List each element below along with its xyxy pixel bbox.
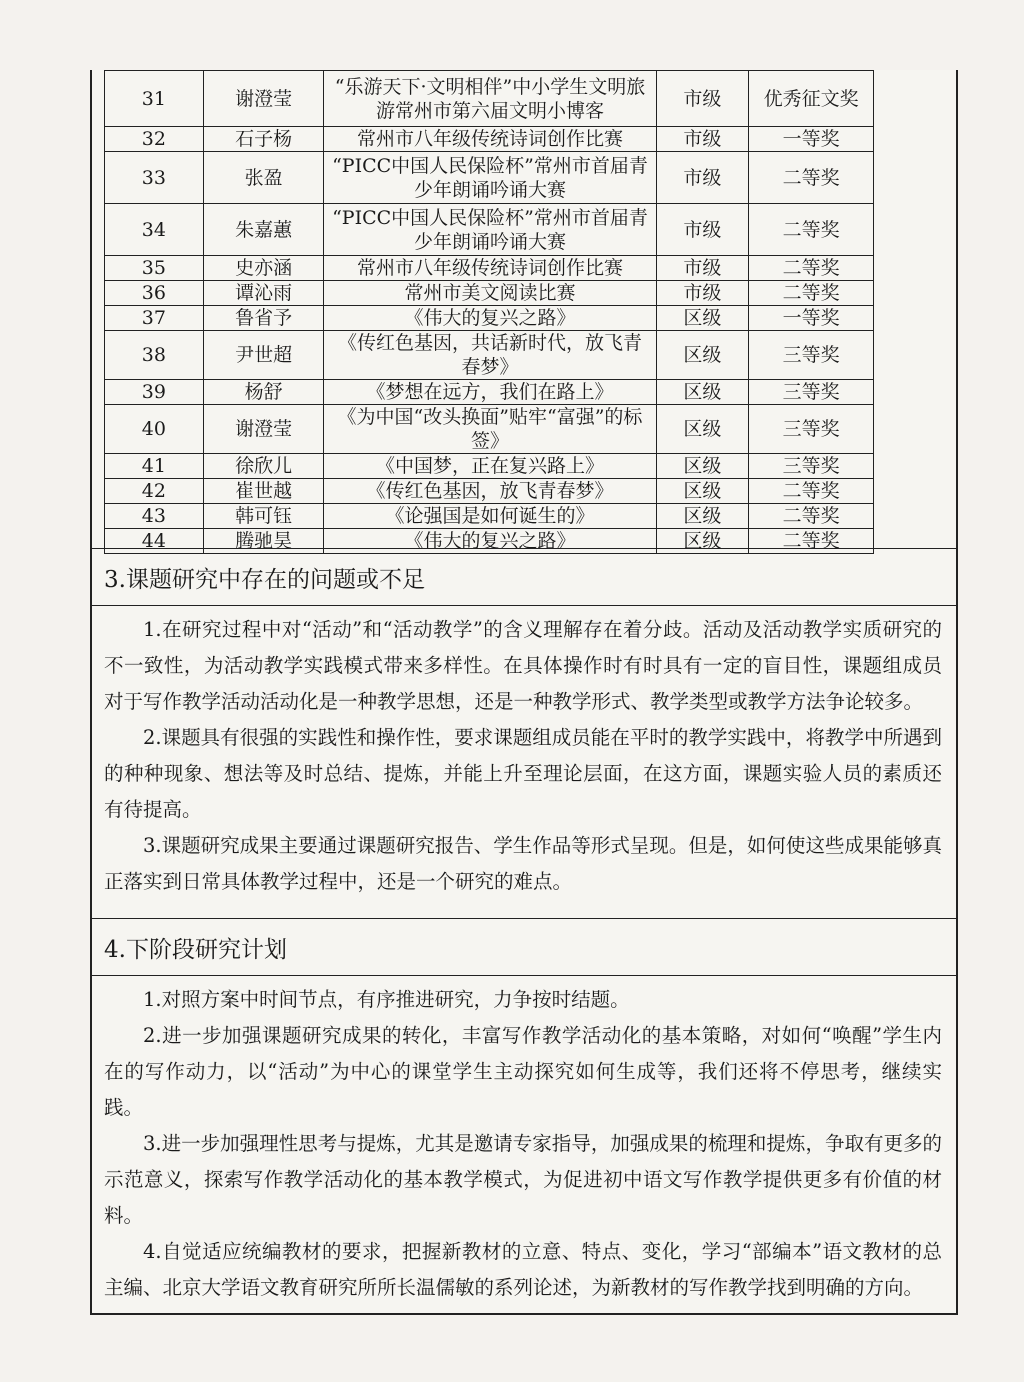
paragraph: 1.在研究过程中对“活动”和“活动教学”的含义理解存在着分歧。活动及活动教学实质研究的不一致性，为活动教学实践模式带来多样性。在具体操作时有时具有一定的盲目性，课题组成员对于写作教学活动活动化是一种教学思想，还是一种教学形式、教学类型或教学方法争论较多。 bbox=[104, 618, 942, 713]
award-number: 41 bbox=[105, 454, 204, 479]
paragraph: 2.课题具有很强的实践性和操作性，要求课题组成员能在平时的教学实践中，将教学中所遇到的种种现象、想法等及时总结、提炼，并能上升至理论层面，在这方面，课题实验人员的素质还有待提高。 bbox=[104, 726, 942, 821]
award-grade: 三等奖 bbox=[749, 380, 874, 405]
section-problems-heading: 3.课题研究中存在的问题或不足 bbox=[92, 548, 956, 606]
award-grade: 一等奖 bbox=[749, 306, 874, 331]
award-row bbox=[105, 281, 874, 306]
award-number: 36 bbox=[105, 281, 204, 306]
award-grade: 优秀征文奖 bbox=[749, 71, 874, 127]
award-grade: 二等奖 bbox=[749, 529, 874, 554]
award-number: 38 bbox=[105, 331, 204, 380]
award-level: 市级 bbox=[656, 256, 749, 281]
award-number: 35 bbox=[105, 256, 204, 281]
section-problems-body bbox=[92, 606, 956, 904]
competition-title: 《中国梦，正在复兴路上》 bbox=[324, 454, 656, 479]
competition-title: 常州市八年级传统诗词创作比赛 bbox=[324, 256, 656, 281]
student-name: 谢澄莹 bbox=[203, 71, 324, 127]
student-name: 崔世越 bbox=[203, 479, 324, 504]
section-next-plan bbox=[92, 918, 956, 1310]
competition-title: 《传红色基因，共话新时代，放飞青春梦》 bbox=[324, 331, 656, 380]
competition-title: “乐游天下·文明相伴”中小学生文明旅游常州市第六届文明小博客 bbox=[324, 71, 656, 127]
award-number: 31 bbox=[105, 71, 204, 127]
competition-title: 《论强国是如何诞生的》 bbox=[324, 504, 656, 529]
award-grade: 二等奖 bbox=[749, 504, 874, 529]
competition-title: “PICC中国人民保险杯”常州市首届青少年朗诵吟诵大赛 bbox=[324, 152, 656, 204]
award-number: 39 bbox=[105, 380, 204, 405]
student-name: 史亦涵 bbox=[203, 256, 324, 281]
student-name: 韩可钰 bbox=[203, 504, 324, 529]
award-number: 43 bbox=[105, 504, 204, 529]
student-name: 朱嘉蕙 bbox=[203, 204, 324, 256]
award-level: 市级 bbox=[656, 204, 749, 256]
student-name: 腾驰昊 bbox=[203, 529, 324, 554]
award-row bbox=[105, 71, 874, 127]
student-name: 尹世超 bbox=[203, 331, 324, 380]
competition-title: 《梦想在远方，我们在路上》 bbox=[324, 380, 656, 405]
award-grade: 三等奖 bbox=[749, 405, 874, 454]
award-level: 区级 bbox=[656, 529, 749, 554]
award-grade: 二等奖 bbox=[749, 204, 874, 256]
award-row bbox=[105, 380, 874, 405]
paragraph: 3.课题研究成果主要通过课题研究报告、学生作品等形式呈现。但是，如何使这些成果能够真正落实到日常具体教学过程中，还是一个研究的难点。 bbox=[104, 834, 942, 893]
award-row bbox=[105, 454, 874, 479]
award-level: 区级 bbox=[656, 504, 749, 529]
student-name: 徐欣儿 bbox=[203, 454, 324, 479]
award-row bbox=[105, 504, 874, 529]
student-name: 谢澄莹 bbox=[203, 405, 324, 454]
paragraph: 1.对照方案中时间节点，有序推进研究，力争按时结题。 bbox=[143, 988, 630, 1011]
competition-title: “PICC中国人民保险杯”常州市首届青少年朗诵吟诵大赛 bbox=[324, 204, 656, 256]
competition-title: 常州市八年级传统诗词创作比赛 bbox=[324, 127, 656, 152]
award-number: 32 bbox=[105, 127, 204, 152]
award-grade: 一等奖 bbox=[749, 127, 874, 152]
award-level: 区级 bbox=[656, 331, 749, 380]
award-level: 区级 bbox=[656, 479, 749, 504]
student-name: 杨舒 bbox=[203, 380, 324, 405]
award-level: 市级 bbox=[656, 281, 749, 306]
section-problems bbox=[92, 548, 956, 904]
award-row bbox=[105, 152, 874, 204]
award-number: 40 bbox=[105, 405, 204, 454]
section-next-plan-heading: 4.下阶段研究计划 bbox=[92, 918, 956, 976]
award-row bbox=[105, 256, 874, 281]
award-number: 34 bbox=[105, 204, 204, 256]
award-level: 区级 bbox=[656, 306, 749, 331]
award-row bbox=[105, 306, 874, 331]
award-number: 33 bbox=[105, 152, 204, 204]
award-level: 区级 bbox=[656, 380, 749, 405]
award-level: 区级 bbox=[656, 454, 749, 479]
student-name: 谭沁雨 bbox=[203, 281, 324, 306]
award-row bbox=[105, 405, 874, 454]
competition-title: 《伟大的复兴之路》 bbox=[324, 529, 656, 554]
competition-title: 常州市美文阅读比赛 bbox=[324, 281, 656, 306]
section-next-plan-body bbox=[92, 976, 956, 1310]
award-level: 市级 bbox=[656, 152, 749, 204]
award-grade: 三等奖 bbox=[749, 331, 874, 380]
award-number: 37 bbox=[105, 306, 204, 331]
award-row bbox=[105, 479, 874, 504]
award-number: 42 bbox=[105, 479, 204, 504]
competition-title: 《传红色基因，放飞青春梦》 bbox=[324, 479, 656, 504]
award-grade: 二等奖 bbox=[749, 281, 874, 306]
awards-table bbox=[104, 70, 874, 554]
award-row bbox=[105, 127, 874, 152]
paragraph: 4.自觉适应统编教材的要求，把握新教材的立意、特点、变化，学习“部编本”语文教材的总主编、北京大学语文教育研究所所长温儒敏的系列论述，为新教材的写作教学找到明确的方向。 bbox=[104, 1240, 942, 1299]
student-name: 张盈 bbox=[203, 152, 324, 204]
award-grade: 二等奖 bbox=[749, 256, 874, 281]
award-number: 44 bbox=[105, 529, 204, 554]
award-grade: 三等奖 bbox=[749, 454, 874, 479]
student-name: 鲁省予 bbox=[203, 306, 324, 331]
award-level: 区级 bbox=[656, 405, 749, 454]
award-level: 市级 bbox=[656, 127, 749, 152]
award-grade: 二等奖 bbox=[749, 152, 874, 204]
competition-title: 《伟大的复兴之路》 bbox=[324, 306, 656, 331]
award-level: 市级 bbox=[656, 71, 749, 127]
award-row bbox=[105, 331, 874, 380]
paragraph: 2.进一步加强课题研究成果的转化，丰富写作教学活动化的基本策略，对如何“唤醒”学生内在的写作动力，以“活动”为中心的课堂学生主动探究如何生成等，我们还将不停思考，继续实践。 bbox=[104, 1024, 942, 1119]
report-sheet bbox=[90, 70, 958, 1315]
student-name: 石子杨 bbox=[203, 127, 324, 152]
paragraph: 3.进一步加强理性思考与提炼，尤其是邀请专家指导，加强成果的梳理和提炼，争取有更多的示范意义，探索写作教学活动化的基本教学模式，为促进初中语文写作教学提供更多有价值的材料。 bbox=[104, 1132, 942, 1227]
competition-title: 《为中国“改头换面”贴牢“富强”的标签》 bbox=[324, 405, 656, 454]
award-grade: 二等奖 bbox=[749, 479, 874, 504]
award-row bbox=[105, 204, 874, 256]
